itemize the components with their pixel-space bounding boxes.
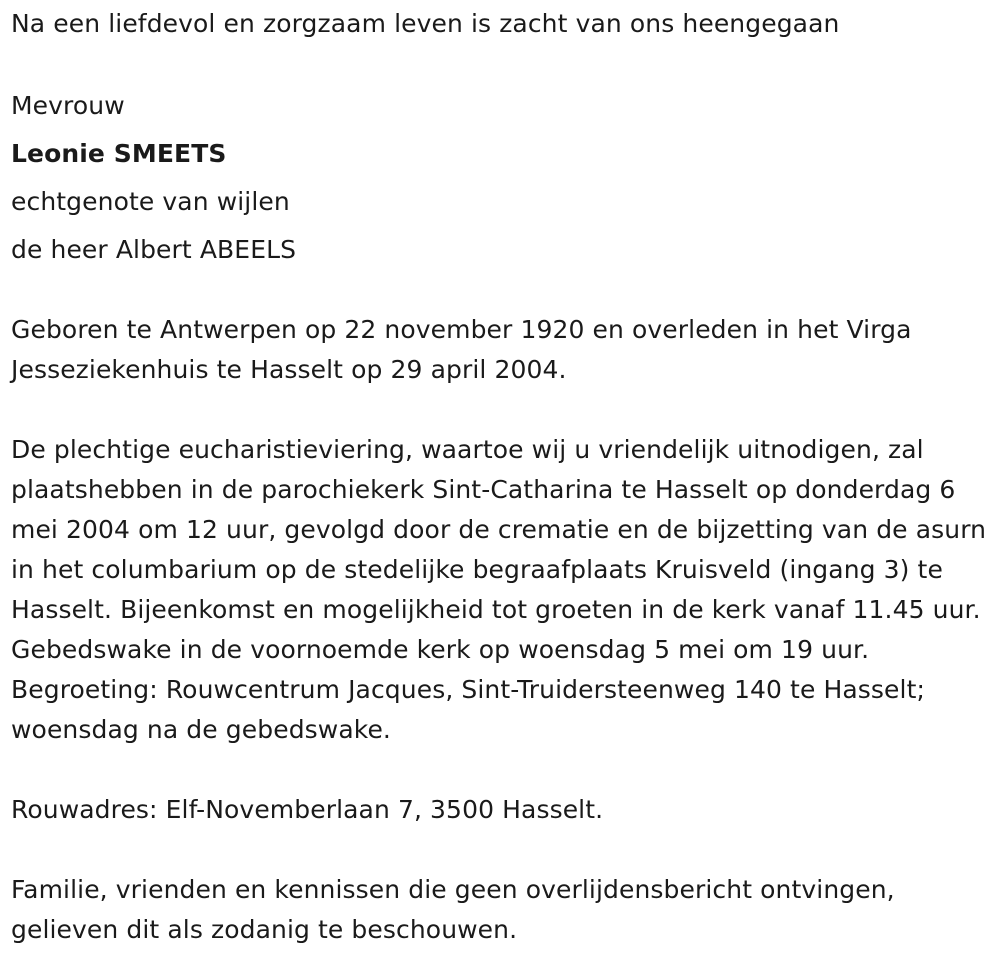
- relation-line-2: de heer Albert ABEELS: [11, 235, 297, 264]
- ceremony-paragraph: De plechtige eucharistieviering, waartoe wij u vriendelijk uitnodigen, zal plaatshebben in de parochiekerk Sint-Catharina te Hasselt op donderdag 6 mei 2004 om 12 uur, gevolgd door de crematie en de bijzetting van de asurn in het columbarium op de stedelijke begraafplaats Kruisveld (ingang 3) te Hasselt. Bijeenkomst en mogelijkheid tot groeten in de kerk vanaf 11.45 uur. Gebedswake in de voornoemde kerk op woensdag 5 mei om 19 uur. Begroeting: Rouwcentrum Jacques, Sint-Truidersteenweg 140 te Hasselt; woensdag na de gebedswake.: [11, 435, 987, 744]
- intro-text: Na een liefdevol en zorgzaam leven is zacht van ons heengegaan: [11, 9, 840, 38]
- birth-death-paragraph: Geboren te Antwerpen op 22 november 1920 en overleden in het Virga Jesseziekenhuis te Hasselt op 29 april 2004.: [11, 315, 912, 384]
- address-paragraph: Rouwadres: Elf-Novemberlaan 7, 3500 Hasselt.: [11, 795, 604, 824]
- relation-line-1: echtgenote van wijlen: [11, 187, 290, 216]
- salutation: Mevrouw: [11, 91, 125, 120]
- closing-paragraph: Familie, vrienden en kennissen die geen overlijdensbericht ontvingen, gelieven dit als zodanig te beschouwen.: [11, 875, 895, 944]
- deceased-name: Leonie SMEETS: [11, 139, 227, 168]
